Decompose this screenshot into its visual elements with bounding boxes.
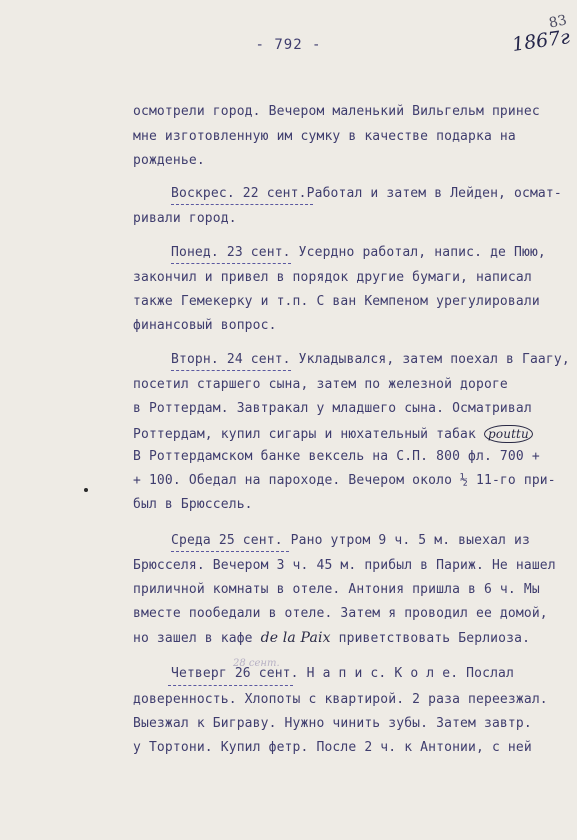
entry-text: Работал и затем в Лейден, осмат- [306,186,562,201]
text-line: у Тортони. Купил фетр. После 2 ч. к Антонии, с ней [133,740,532,755]
handwritten-insertion: de la Paix [260,630,331,646]
date-underline [171,370,291,371]
text-line: закончил и привел в порядок другие бумаги, написал [133,270,532,285]
text-line: мне изготовленную им сумку в качестве подарка на [133,129,516,144]
entry-text: Н а п и с. К о л е. Послал [298,666,515,681]
text-line: Брюсселя. Вечером 3 ч. 45 м. прибыл в Париж. Не нашел [133,558,556,573]
text-line: финансовый вопрос. [133,318,277,333]
text-line: Выезжал к Биграву. Нужно чинить зубы. Затем завтр. [133,716,532,731]
text-line: рожденье. [133,153,205,168]
faint-pencil-note: 28 сент. [233,658,280,669]
diary-entry-heading [171,352,570,368]
text-line: доверенность. Хлопоты с квартирой. 2 раза переезжал. [133,692,548,707]
date-underline [168,685,293,686]
text-line: осмотрели город. Вечером маленький Вильгельм принес [133,104,540,119]
diary-entry-heading [171,186,562,202]
diary-entry-heading [171,533,530,549]
archive-number: 83 [547,12,569,32]
text-line: был в Брюссель. [133,497,253,512]
text-fragment: но зашел в кафе [133,631,253,646]
entry-date: Понед. 23 сент. [171,245,291,260]
text-line: в Роттердам. Завтракал у младшего сына. Осматривал [133,401,532,416]
text-fragment: приветствовать Берлиоза. [338,631,531,646]
entry-date: Четверг 26 сент. [171,666,299,681]
date-underline [171,204,313,205]
page-number: - 792 - [255,37,322,53]
text-line: ривали город. [133,211,237,226]
text-line [133,630,530,647]
text-line: приличной комнаты в отеле. Антония пришла в 6 ч. Мы [133,582,540,597]
entry-date: Вторн. 24 сент. [171,352,291,367]
handwritten-year: 1867г [510,26,572,56]
diary-entry-heading [171,245,546,261]
text-line: + 100. Обедал на пароходе. Вечером около ½ 11-го при- [133,473,556,488]
date-underline [171,263,291,264]
text-line: посетил старшего сына, затем по железной дороге [133,377,508,392]
text-line: В Роттердамском банке вексель на С.П. 800 фл. 700 + [133,449,540,464]
text-line: вместе пообедали в отеле. Затем я проводил ее домой, [133,606,548,621]
ink-dot [84,488,88,492]
entry-date: Воскрес. 22 сент. [171,186,307,201]
entry-date: Среда 25 сент. [171,533,283,548]
diary-entry-heading [171,666,514,682]
entry-text: Усердно работал, напис. де Пюю, [290,245,546,260]
date-underline [171,551,289,552]
entry-text: Укладывался, затем поехал в Гаагу, [290,352,570,367]
entry-text: Рано утром 9 ч. 5 м. выехал из [282,533,530,548]
text-line [133,425,533,443]
text-fragment: Роттердам, купил сигары и нюхательный табак [133,427,476,442]
text-line: также Гемекерку и т.п. С ван Кемпеном урегулировали [133,294,540,309]
handwritten-insertion: pouttu [484,425,533,443]
